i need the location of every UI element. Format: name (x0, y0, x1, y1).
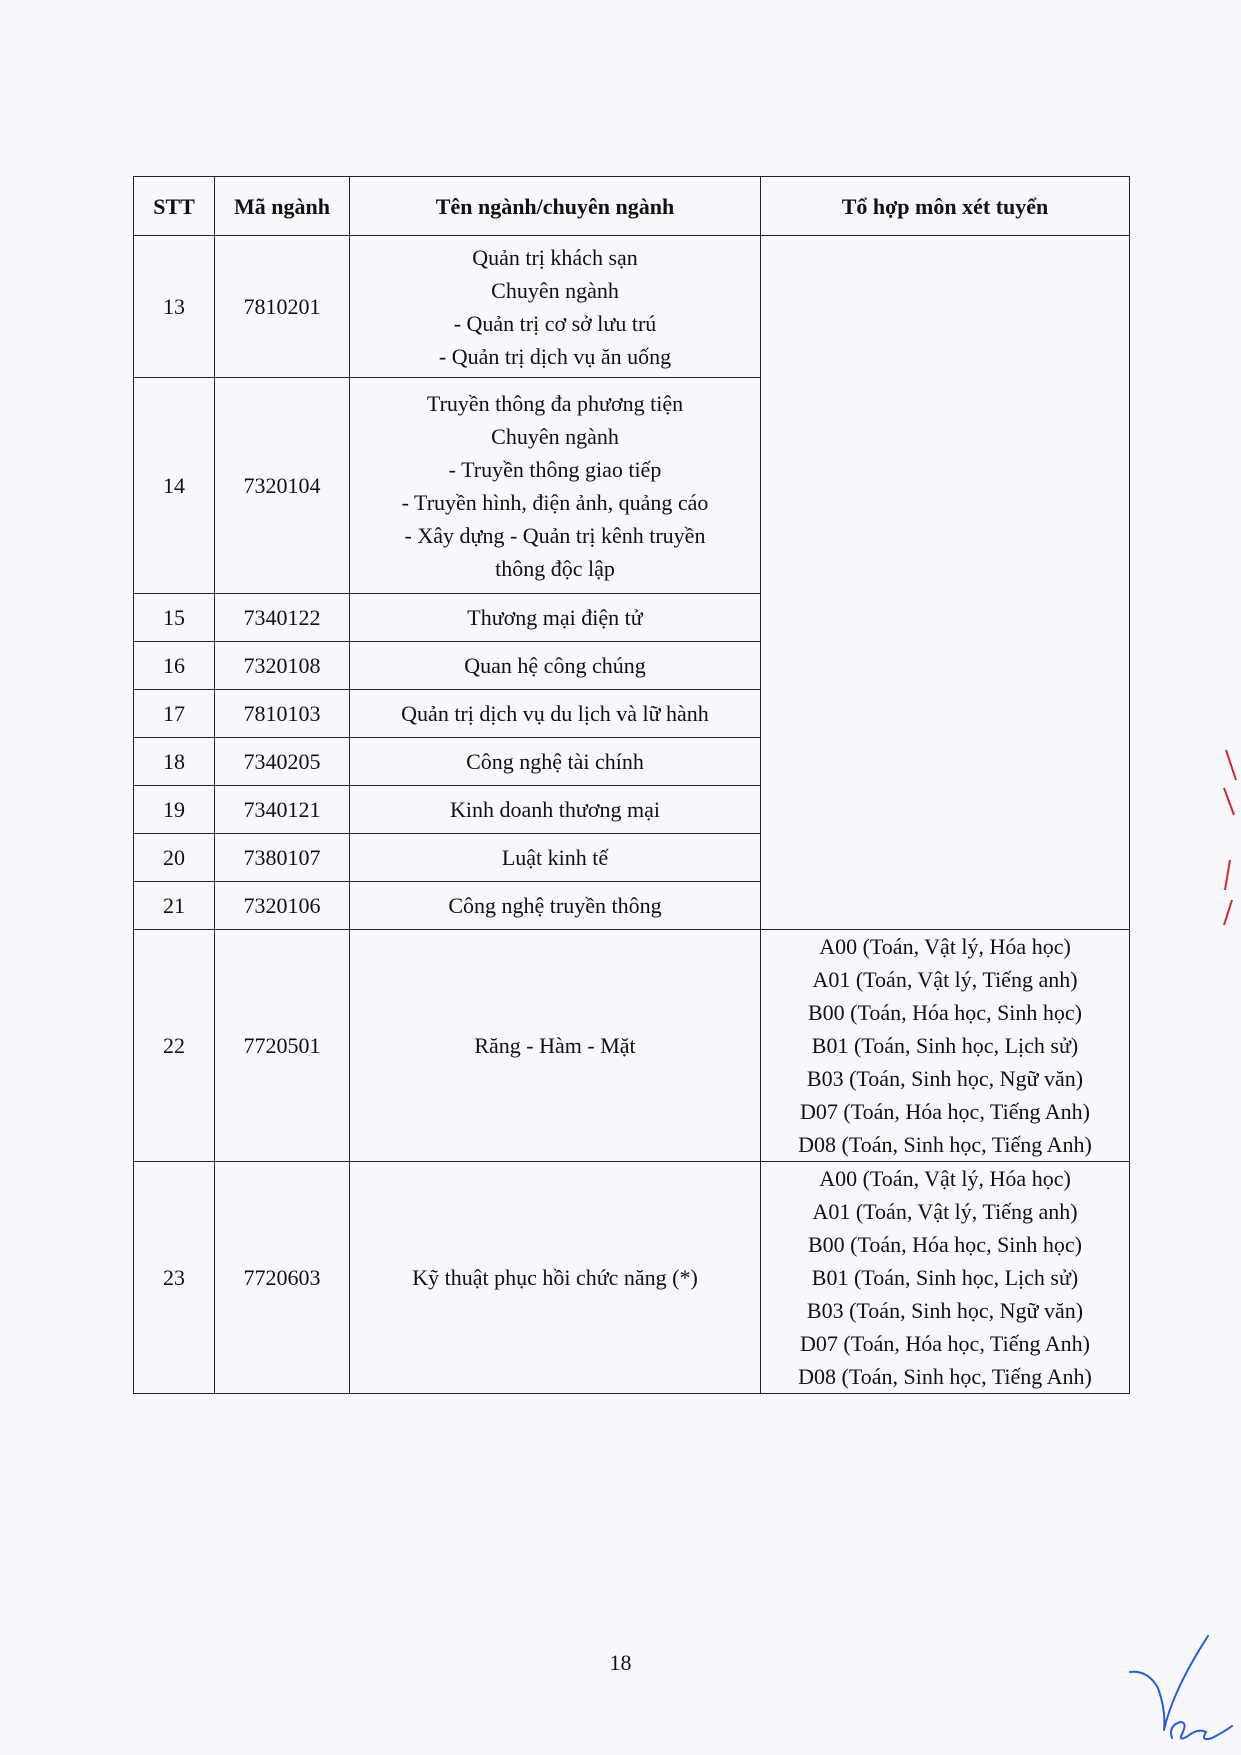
name-line: Kỹ thuật phục hồi chức năng (*) (412, 1265, 698, 1290)
combo-line: D08 (Toán, Sinh học, Tiếng Anh) (798, 1132, 1092, 1157)
cell-stt: 17 (134, 690, 215, 738)
admission-table (133, 176, 1130, 1394)
cell-name (350, 594, 761, 642)
name-line: Quan hệ công chúng (464, 653, 646, 678)
cell-name (350, 786, 761, 834)
cell-combo (761, 930, 1130, 1162)
cell-code: 7810103 (215, 690, 350, 738)
combo-line: A01 (Toán, Vật lý, Tiếng anh) (812, 967, 1078, 992)
cell-code: 7320104 (215, 378, 350, 594)
combo-line: B01 (Toán, Sinh học, Lịch sử) (811, 1033, 1079, 1058)
table-header-row (134, 177, 1130, 236)
cell-name (350, 236, 761, 378)
signature-mark (1128, 1630, 1238, 1750)
name-line: - Truyền hình, điện ảnh, quảng cáo (401, 489, 709, 515)
name-line: - Quản trị cơ sở lưu trú (453, 310, 657, 336)
cell-code: 7340122 (215, 594, 350, 642)
cell-stt: 20 (134, 834, 215, 882)
cell-stt: 15 (134, 594, 215, 642)
cell-stt: 13 (134, 236, 215, 378)
combo-line: A00 (Toán, Vật lý, Hóa học) (819, 934, 1071, 959)
name-line: Công nghệ truyền thông (448, 893, 662, 918)
cell-combo (761, 1162, 1130, 1394)
cell-code: 7320106 (215, 882, 350, 930)
cell-code: 7720501 (215, 930, 350, 1162)
header-stt: STT (134, 177, 215, 236)
cell-stt: 21 (134, 882, 215, 930)
combo-line: D07 (Toán, Hóa học, Tiếng Anh) (800, 1099, 1090, 1124)
cell-name (350, 690, 761, 738)
name-line: Răng - Hàm - Mặt (474, 1033, 636, 1058)
name-line: Luật kinh tế (501, 845, 609, 870)
combo-line: B03 (Toán, Sinh học, Ngữ văn) (806, 1298, 1084, 1323)
cell-stt: 23 (134, 1162, 215, 1394)
cell-code: 7340121 (215, 786, 350, 834)
cell-code: 7810201 (215, 236, 350, 378)
cell-stt: 14 (134, 378, 215, 594)
name-line: Quản trị khách sạn (472, 244, 638, 270)
cell-name (350, 1162, 761, 1394)
cell-combo-empty (761, 236, 1130, 930)
name-line: Quản trị dịch vụ du lịch và lữ hành (401, 701, 709, 726)
cell-name (350, 930, 761, 1162)
cell-code: 7340205 (215, 738, 350, 786)
name-line: Thương mại điện tử (467, 605, 643, 630)
stamp-edge-mark (1222, 740, 1241, 930)
name-line: - Xây dựng - Quản trị kênh truyền (404, 522, 706, 548)
name-line: Chuyên ngành (491, 277, 619, 303)
cell-stt: 18 (134, 738, 215, 786)
cell-name (350, 738, 761, 786)
combo-line: D07 (Toán, Hóa học, Tiếng Anh) (800, 1331, 1090, 1356)
cell-stt: 16 (134, 642, 215, 690)
cell-stt: 22 (134, 930, 215, 1162)
name-line: - Quản trị dịch vụ ăn uống (438, 343, 672, 369)
table-row (134, 930, 1130, 1162)
cell-name (350, 882, 761, 930)
cell-stt: 19 (134, 786, 215, 834)
combo-line: B01 (Toán, Sinh học, Lịch sử) (811, 1265, 1079, 1290)
combo-line: B03 (Toán, Sinh học, Ngữ văn) (806, 1066, 1084, 1091)
cell-code: 7720603 (215, 1162, 350, 1394)
name-line: Công nghệ tài chính (466, 749, 644, 774)
cell-name (350, 642, 761, 690)
combo-line: A01 (Toán, Vật lý, Tiếng anh) (812, 1199, 1078, 1224)
combo-line: B00 (Toán, Hóa học, Sinh học) (807, 1232, 1083, 1257)
cell-code: 7380107 (215, 834, 350, 882)
cell-name (350, 834, 761, 882)
header-code: Mã ngành (215, 177, 350, 236)
name-line: thông độc lập (495, 555, 615, 581)
cell-name (350, 378, 761, 594)
header-combo: Tổ hợp môn xét tuyển (761, 177, 1130, 236)
table-row (134, 236, 1130, 378)
cell-code: 7320108 (215, 642, 350, 690)
page-number: 18 (609, 1650, 632, 1675)
table-body (134, 236, 1130, 1394)
table-row (134, 1162, 1130, 1394)
combo-line: D08 (Toán, Sinh học, Tiếng Anh) (798, 1364, 1092, 1389)
combo-line: A00 (Toán, Vật lý, Hóa học) (819, 1166, 1071, 1191)
combo-line: B00 (Toán, Hóa học, Sinh học) (807, 1000, 1083, 1025)
name-line: Chuyên ngành (491, 423, 619, 449)
name-line: Truyền thông đa phương tiện (426, 390, 684, 416)
name-line: - Truyền thông giao tiếp (448, 456, 662, 482)
header-name: Tên ngành/chuyên ngành (350, 177, 761, 236)
name-line: Kinh doanh thương mại (450, 797, 660, 822)
